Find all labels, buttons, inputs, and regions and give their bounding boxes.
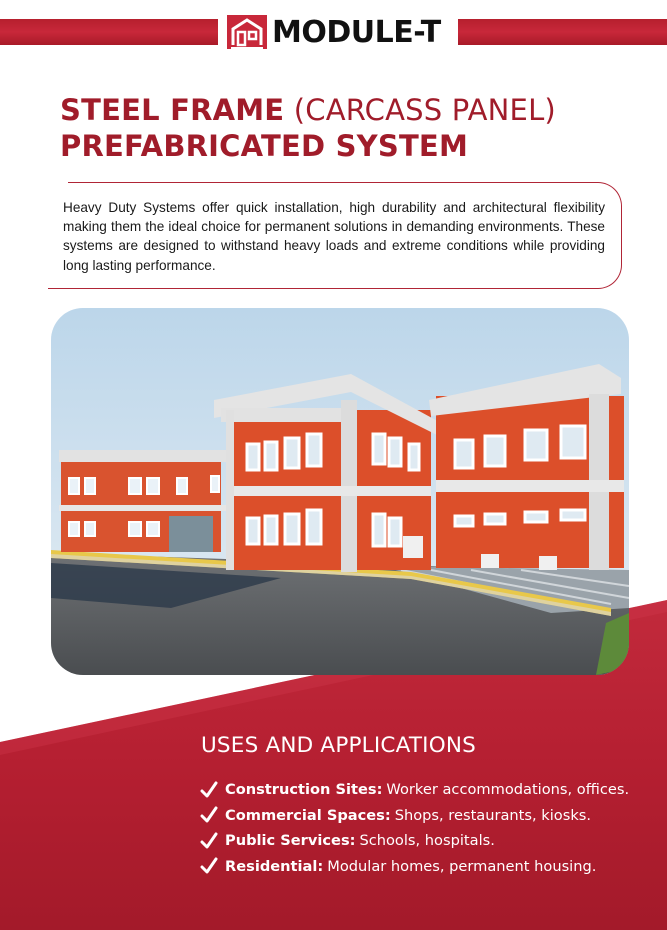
list-item xyxy=(200,777,629,803)
page-title xyxy=(60,92,660,164)
title-line1-light: (CARCASS PANEL) xyxy=(293,93,556,127)
use-term: Construction Sites: xyxy=(225,781,383,799)
header-band-left xyxy=(0,19,218,45)
check-icon xyxy=(200,857,218,875)
use-term: Commercial Spaces: xyxy=(225,806,391,824)
list-item xyxy=(200,854,629,880)
use-desc: Worker accommodations, offices. xyxy=(386,781,630,799)
list-item xyxy=(200,828,629,854)
check-icon xyxy=(200,781,218,799)
use-term: Public Services: xyxy=(225,832,356,850)
brand-logo[interactable] xyxy=(226,12,441,52)
building-photo xyxy=(51,308,629,675)
check-icon xyxy=(200,806,218,824)
intro-paragraph: Heavy Duty Systems offer quick installation, high durability and architectural flexibility making them the ideal choice for permanent solutions in demanding environments. These systems are designed to withstand heavy loads and extreme conditions while providing long lasting performance. xyxy=(63,200,605,273)
check-icon xyxy=(200,832,218,850)
use-desc: Shops, restaurants, kiosks. xyxy=(394,806,592,824)
logo-wordmark: MODULE-T xyxy=(272,14,441,50)
use-term: Residential: xyxy=(225,857,324,875)
uses-list xyxy=(200,777,629,879)
header-band-right xyxy=(458,19,667,45)
use-desc: Schools, hospitals. xyxy=(359,832,495,850)
uses-heading: USES AND APPLICATIONS xyxy=(201,733,476,758)
list-item xyxy=(200,803,629,829)
title-line1-bold: STEEL FRAME xyxy=(60,93,285,127)
title-line2: PREFABRICATED SYSTEM xyxy=(60,129,469,163)
use-desc: Modular homes, permanent housing. xyxy=(327,857,597,875)
house-frame-icon xyxy=(226,12,268,52)
